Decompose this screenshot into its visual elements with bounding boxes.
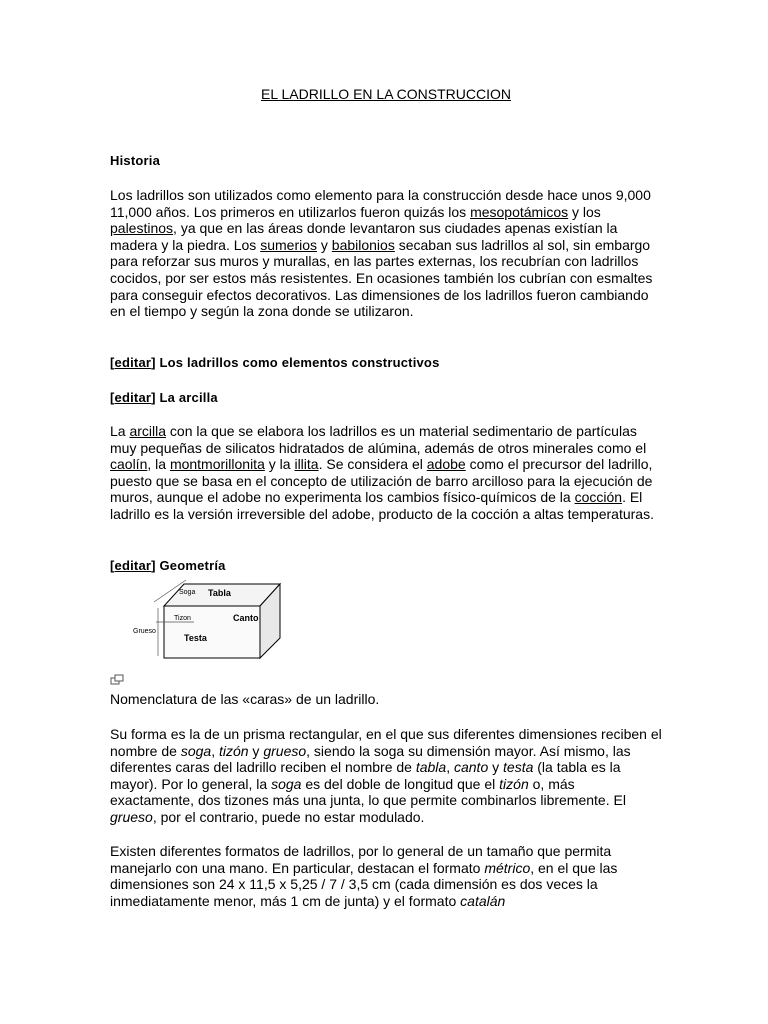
heading-text: Geometría [159, 558, 226, 573]
enlarge-icon[interactable] [110, 674, 124, 686]
editar-link[interactable]: editar [114, 355, 152, 370]
text-span: secaban sus ladrillos al sol, sin embargo para reforzar sus muros y murallas, en las partes externas, los recubrían con ladrillos cocidos, por ser estos más resistentes. En ocasiones también los cubrían con esmaltes para conseguir efectos decorativos. Las dimensiones de los ladrillos fueron cambiando en el tiempo y según la zona donde se utilizaron. [110, 236, 653, 320]
text-span: y la [264, 456, 295, 473]
text-span: Su forma es la de un prisma rectangular, en el que sus diferentes dimensiones reciben el nombre de [110, 726, 662, 759]
text-span: , siendo la soga su dimensión mayor. Así mismo, las diferentes caras del ladrillo reciben el nombre de [110, 742, 631, 776]
italic-term: tizón [499, 775, 529, 792]
label-tizon: Tizon [174, 615, 191, 622]
paragraph-historia [110, 187, 662, 320]
paragraph-forma [110, 726, 662, 826]
link-palestinos[interactable]: palestinos [110, 220, 174, 237]
italic-term: tabla [415, 759, 447, 776]
text-span: (la tabla es la mayor). Por lo general, la [110, 759, 621, 792]
link-illita[interactable]: illita [294, 456, 319, 473]
text-span: y los [568, 203, 601, 220]
text-span: Existen diferentes formatos de ladrillos, por lo general de un tamaño que permita manejarlo con una mano. En particular, destacan el formato [110, 843, 612, 876]
link-sumerios[interactable]: sumerios [260, 236, 317, 253]
italic-term: soga [180, 742, 212, 759]
text-span: y [248, 742, 264, 759]
text-span: o, más exactamente, dos tizones más una junta, lo que permite combinarlos libremente. El [110, 775, 626, 809]
italic-term: grueso [110, 808, 153, 825]
figure-caption: Nomenclatura de las «caras» de un ladrillo. [110, 691, 380, 707]
text-span: , por el contrario, puede no estar modulado. [152, 808, 425, 825]
label-testa: Testa [184, 633, 207, 643]
text-span: , [446, 759, 454, 776]
heading-text: La arcilla [159, 390, 218, 405]
text-span: es del doble de longitud que el [301, 775, 500, 792]
link-mesopotamicos[interactable]: mesopotámicos [470, 203, 569, 220]
link-arcilla[interactable]: arcilla [129, 423, 167, 439]
link-adobe[interactable]: adobe [426, 456, 466, 473]
italic-term: canto [453, 759, 489, 776]
text-span: , la [147, 456, 170, 473]
link-babilonios[interactable]: babilonios [331, 236, 395, 253]
italic-term: grueso [263, 742, 307, 759]
heading-arcilla: [editar] La arcilla [110, 390, 218, 405]
italic-term: testa [503, 759, 534, 776]
link-caolin[interactable]: caolín [110, 456, 148, 473]
document-title: EL LADRILLO EN LA CONSTRUCCION [261, 86, 511, 102]
link-montmorillonita[interactable]: montmorillonita [169, 456, 265, 473]
paragraph-formatos [110, 843, 662, 909]
text-span: , ya que en las áreas donde levantaron sus ciudades apenas existían la madera y la piedra. Los [110, 220, 618, 253]
text-span: y [317, 236, 332, 253]
text-span: y [488, 759, 504, 776]
text-span: como el precursor del ladrillo, puesto que se basa en el concepto de utilización de barro arcilloso para la ejecución de muros, aunque el adobe no experimenta los cambios físico-químicos de la [110, 456, 653, 506]
label-grueso: Grueso [133, 628, 156, 635]
text-span: , [211, 742, 219, 759]
paragraph-arcilla [110, 423, 662, 523]
editar-link[interactable]: editar [114, 558, 152, 573]
text-span: . El ladrillo es la versión irreversible del adobe, producto de la cocción a altas temperaturas. [110, 489, 654, 522]
heading-text: Los ladrillos como elementos constructivos [159, 355, 440, 370]
text-span: con la que se elabora los ladrillos es un material sedimentario de partículas muy pequeñas de silicatos hidratados de alúmina, además de otros minerales como el [110, 423, 647, 456]
heading-historia: Historia [110, 153, 161, 168]
label-soga: Soga [179, 589, 196, 596]
label-canto: Canto [233, 613, 259, 623]
editar-link[interactable]: editar [114, 390, 152, 405]
text-span: Los ladrillos son utilizados como elemento para la construcción desde hace unos 9,000 11,000 años. Los primeros en utilizarlos fueron quizás los [110, 187, 651, 220]
text-span: La [110, 423, 130, 439]
italic-term: métrico [484, 859, 531, 876]
italic-term: soga [271, 775, 302, 792]
heading-ladrillos-elementos: [editar] Los ladrillos como elementos constructivos [110, 355, 440, 370]
heading-geometria: [editar] Geometría [110, 558, 226, 573]
italic-term: tizón [218, 742, 249, 759]
brick-diagram [128, 578, 288, 662]
text-span: , en el que las dimensiones son 24 x 11,5 x 5,25 / 7 / 3,5 cm (cada dimensión es dos veces la inmediatamente menor, más 1 cm de junta) y el formato [110, 859, 618, 909]
italic-term: catalán [460, 892, 506, 909]
link-coccion[interactable]: cocción [574, 489, 623, 506]
text-span: . Se considera el [318, 456, 427, 473]
label-tabla: Tabla [208, 588, 231, 598]
